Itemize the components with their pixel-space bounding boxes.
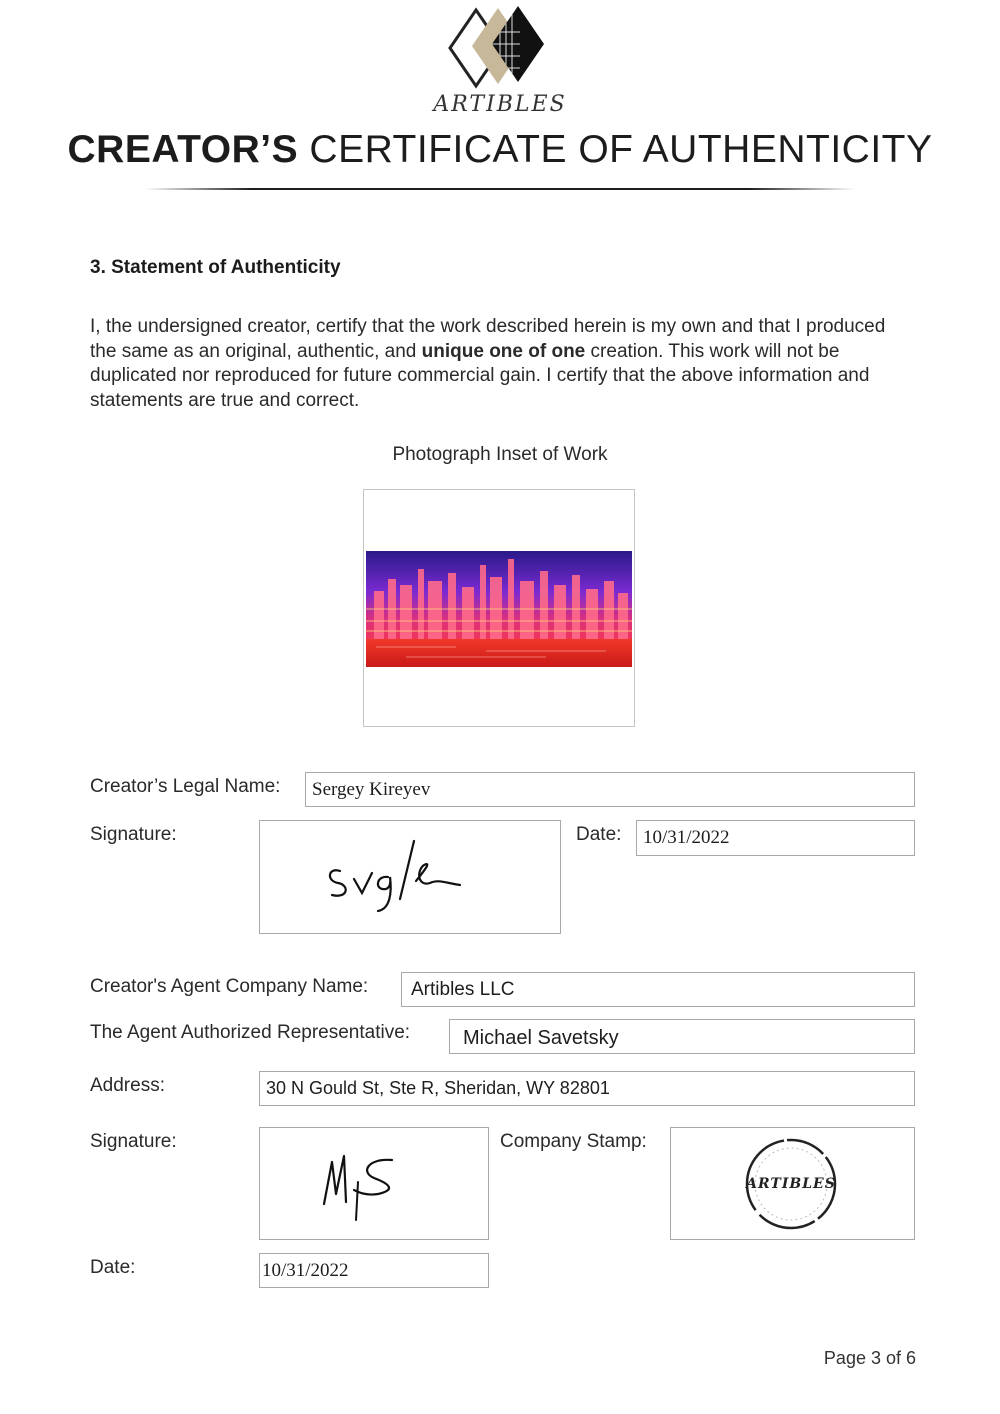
- statement-paragraph: [90, 315, 910, 413]
- agent-rep-field[interactable]: [449, 1019, 915, 1054]
- agent-address-value: 30 N Gould St, Ste R, Sheridan, WY 82801: [266, 1078, 610, 1098]
- photo-caption: Photograph Inset of Work: [392, 444, 608, 465]
- statement-text-1: I, the undersigned creator, certify that the work described herein is my own and that I produced the same as an original, authentic, and: [90, 316, 886, 362]
- logo-text: ARTIBLES: [433, 92, 567, 117]
- agent-address-label: Address:: [90, 1075, 165, 1096]
- artwork-photo: [366, 551, 632, 667]
- company-stamp-text: ARTIBLES: [746, 1176, 836, 1192]
- statement-text-2: creation. This work will not be duplicated nor reproduced for future commercial gain. I certify that the above information and statements are true and correct.: [90, 340, 870, 411]
- agent-company-value: Artibles LLC: [411, 979, 515, 1000]
- company-stamp-label: Company Stamp:: [500, 1131, 647, 1152]
- title-divider: [145, 188, 855, 190]
- title-bold: CREATOR’S: [67, 128, 299, 171]
- agent-address-field[interactable]: [259, 1071, 915, 1106]
- agent-company-field[interactable]: [401, 972, 915, 1007]
- agent-rep-label: The Agent Authorized Representative:: [90, 1022, 411, 1043]
- agent-signature-icon: [310, 1142, 420, 1228]
- agent-date-field[interactable]: [259, 1253, 489, 1288]
- creator-legal-name-value: Sergey Kireyev: [312, 779, 431, 800]
- agent-date-value: 10/31/2022: [262, 1260, 349, 1281]
- creator-signature-label: Signature:: [90, 824, 177, 845]
- page-number: Page 3 of 6: [823, 1348, 916, 1368]
- creator-date-field[interactable]: [636, 820, 915, 856]
- creator-date-value: 10/31/2022: [643, 827, 730, 848]
- agent-signature-label: Signature:: [90, 1131, 177, 1152]
- agent-rep-value: Michael Savetsky: [463, 1027, 619, 1049]
- agent-company-label: Creator's Agent Company Name:: [90, 976, 369, 997]
- creator-date-label: Date:: [576, 824, 622, 845]
- title-rest: CERTIFICATE OF AUTHENTICITY: [298, 128, 933, 171]
- agent-date-label: Date:: [90, 1257, 136, 1278]
- creator-legal-name-field[interactable]: [305, 772, 915, 807]
- company-stamp-box: [670, 1127, 915, 1240]
- statement-text-bold: unique one of one: [421, 340, 586, 362]
- agent-signature-box[interactable]: [259, 1127, 489, 1240]
- creator-signature-icon: [320, 831, 480, 921]
- page-title: [0, 128, 1000, 172]
- creator-signature-box[interactable]: [259, 820, 561, 934]
- section-heading: 3. Statement of Authenticity: [90, 257, 341, 278]
- creator-legal-name-label: Creator’s Legal Name:: [90, 776, 281, 797]
